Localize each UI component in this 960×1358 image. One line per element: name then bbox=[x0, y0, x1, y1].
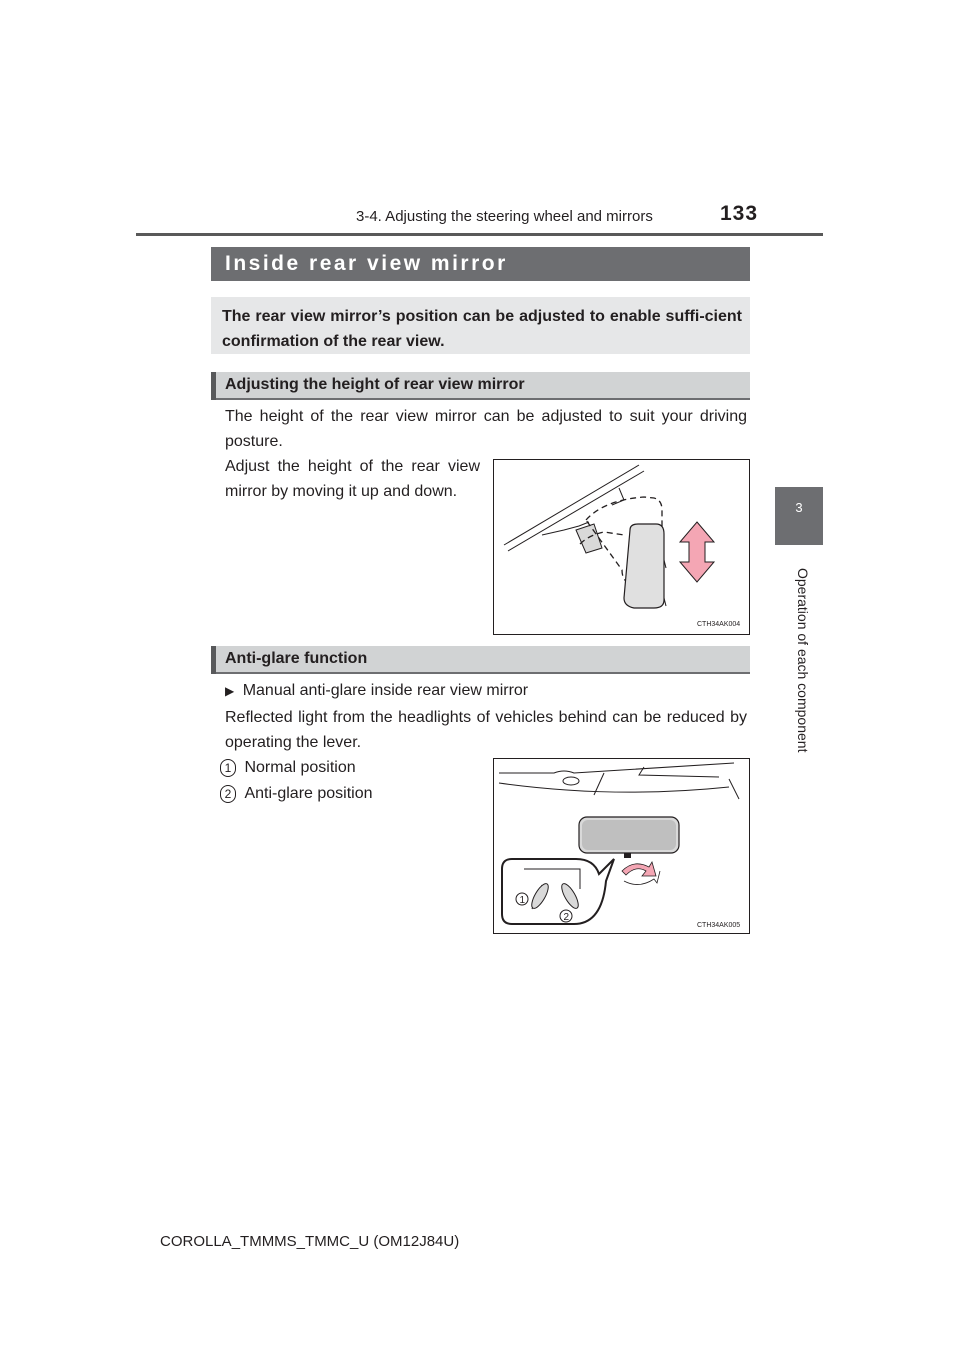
triangle-bullet-icon: ▶ bbox=[225, 684, 235, 698]
footer-model-code: COROLLA_TMMMS_TMMC_U (OM12J84U) bbox=[160, 1233, 460, 1250]
page-number: 133 bbox=[720, 202, 759, 225]
item-label: Anti-glare position bbox=[244, 785, 373, 802]
chapter-tab bbox=[775, 487, 823, 545]
anti-glare-illustration bbox=[494, 759, 749, 933]
mirror-height-illustration bbox=[494, 460, 749, 634]
section-title-bar bbox=[211, 247, 750, 281]
mirror-height-figure bbox=[493, 459, 750, 635]
figure-code: CTH34AK004 bbox=[697, 621, 741, 628]
item-label: Normal position bbox=[244, 759, 356, 776]
height-adjust-heading: Adjusting the height of rear view mirror bbox=[225, 376, 525, 393]
header-rule bbox=[136, 233, 823, 236]
running-header: 3-4. Adjusting the steering wheel and mirrors bbox=[356, 208, 653, 225]
anti-glare-bullet-row bbox=[225, 678, 528, 704]
intro-text: The rear view mirror’s position can be adjusted to enable suffi-cient confirmation of the rear view. bbox=[222, 308, 742, 350]
callout-2-number: 2 bbox=[563, 912, 570, 923]
list-item bbox=[220, 781, 373, 806]
item-number: 2 bbox=[220, 785, 236, 803]
anti-glare-heading: Anti-glare function bbox=[225, 650, 368, 667]
figure-code: CTH34AK005 bbox=[697, 922, 741, 929]
heading-accent bbox=[211, 646, 216, 674]
list-item bbox=[220, 755, 356, 780]
item-number: 1 bbox=[220, 759, 236, 777]
anti-glare-heading-bar bbox=[211, 646, 750, 674]
height-adjust-instruction: Adjust the height of the rear view mirror by moving it up and down. bbox=[225, 458, 480, 500]
height-adjust-paragraph: The height of the rear view mirror can be adjusted to suit your driving posture. bbox=[225, 408, 747, 450]
anti-glare-figure bbox=[493, 758, 750, 934]
anti-glare-bullet: Manual anti-glare inside rear view mirror bbox=[242, 682, 529, 699]
section-title: Inside rear view mirror bbox=[225, 252, 508, 275]
heading-accent bbox=[211, 372, 216, 400]
chapter-title: Operation of each component bbox=[795, 568, 811, 753]
chapter-number: 3 bbox=[795, 500, 803, 515]
height-adjust-heading-bar bbox=[211, 372, 750, 400]
intro-box bbox=[211, 297, 750, 354]
callout-1-number: 1 bbox=[519, 895, 526, 906]
anti-glare-paragraph: Reflected light from the headlights of vehicles behind can be reduced by operating the lever. bbox=[225, 709, 747, 751]
